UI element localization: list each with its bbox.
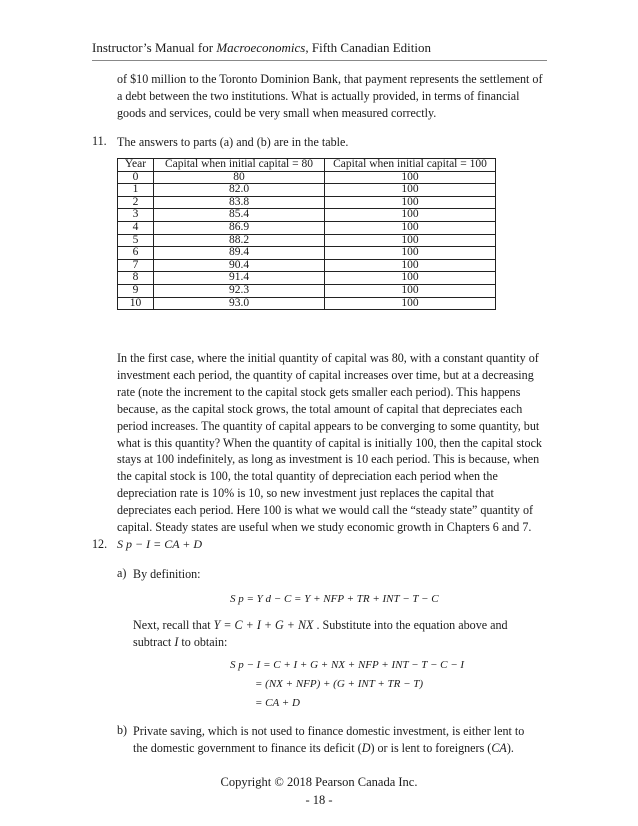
q11-number: 11.: [92, 134, 107, 148]
cell-year: 3: [118, 209, 154, 222]
table-row: [118, 297, 496, 310]
cell-year: 1: [118, 184, 154, 197]
page-number: - 18 -: [305, 793, 333, 807]
cell-capital-80: 90.4: [154, 259, 325, 272]
cell-year: 7: [118, 259, 154, 272]
expenditure-identity: Y = C + I + G + NX: [213, 618, 314, 632]
cell-year: 0: [118, 171, 154, 184]
cell-year: 8: [118, 272, 154, 285]
q11-explanation: In the first case, where the initial quantity of capital was 80, with a constant quantity of investment each period, the quantity of capital increases over time, but at a decreasing rate (note the increment to the capital stock gets smaller each period). This happens because, as the capital stock grows, the total amount of capital that depreciates each period increases. The quantity of capital appears to be converging to some quantity, but what is this quantity? When the quantity of capital is initially 100, then the capital stock stays at 100 indefinitely, as long as investment is 10 each period. This is because, when the capital stock is 100, the total quantity of depreciation each period when the depreciation rate is 10% is 10, so new investment just replaces the capital that depreciates each period. Here 100 is what we would call the “steady state” quantity of capital. Steady states are useful when we study economic growth in Chapters 6 and 7.: [117, 351, 542, 535]
part-b-line2a: the domestic government to finance its deficit (: [133, 741, 362, 756]
cell-year: 4: [118, 221, 154, 234]
header-prefix: Instructor’s Manual for: [92, 40, 217, 55]
part-b-text: [133, 723, 553, 757]
cell-capital-100: 100: [325, 209, 496, 222]
table-header-row: [118, 159, 496, 172]
part-b-line1: Private saving, which is not used to finance domestic investment, is either lent to: [133, 724, 525, 738]
part-b-label: b): [117, 723, 128, 737]
cell-capital-100: 100: [325, 221, 496, 234]
table-row: [118, 234, 496, 247]
cell-capital-100: 100: [325, 234, 496, 247]
table-row: [118, 196, 496, 209]
cell-capital-100: 100: [325, 171, 496, 184]
recall-post: . Substitute into the equation above and: [316, 618, 508, 632]
subtract-post: to obtain:: [181, 635, 228, 650]
cell-year: 2: [118, 196, 154, 209]
cell-capital-80: 89.4: [154, 247, 325, 260]
header-year: Year: [118, 159, 154, 172]
intro-paragraph: of $10 million to the Toronto Dominion Bank, that payment represents the settlement of a debt between the two institutions. What is actually provided, in terms of financial goods and services, could be very small when measured correctly.: [117, 72, 543, 121]
cell-capital-100: 100: [325, 247, 496, 260]
header-capital-100: Capital when initial capital = 100: [325, 159, 496, 172]
part-b-line2b: ) or is lent to foreigners (: [370, 741, 492, 756]
part-a-label: a): [117, 566, 127, 580]
subtract-pre: subtract: [133, 635, 172, 650]
deficit-var: D: [361, 741, 371, 756]
cell-capital-100: 100: [325, 184, 496, 197]
table-row: [118, 247, 496, 260]
current-account-var: CA: [491, 741, 507, 756]
running-header: [92, 40, 547, 61]
cell-capital-80: 91.4: [154, 272, 325, 285]
table-row: [118, 184, 496, 197]
equation-substitution: S p − I = C + I + G + NX + NFP + INT − T − C − I: [230, 659, 465, 671]
copyright-notice: Copyright © 2018 Pearson Canada Inc.: [220, 775, 418, 789]
cell-capital-80: 80: [154, 171, 325, 184]
table-row: [118, 272, 496, 285]
header-suffix: , Fifth Canadian Edition: [305, 40, 432, 55]
q11-text: The answers to parts (a) and (b) are in the table.: [117, 135, 349, 149]
cell-capital-100: 100: [325, 297, 496, 310]
cell-capital-80: 82.0: [154, 184, 325, 197]
part-b-line2c: ).: [506, 741, 514, 756]
table-row: [118, 221, 496, 234]
cell-year: 9: [118, 284, 154, 297]
cell-year: 6: [118, 247, 154, 260]
cell-capital-80: 92.3: [154, 284, 325, 297]
part-a-recall: [133, 617, 553, 651]
q12-equation: S p − I = CA + D: [117, 537, 203, 551]
cell-capital-80: 83.8: [154, 196, 325, 209]
table-row: [118, 209, 496, 222]
cell-capital-100: 100: [325, 284, 496, 297]
cell-capital-80: 93.0: [154, 297, 325, 310]
cell-capital-100: 100: [325, 272, 496, 285]
cell-year: 10: [118, 297, 154, 310]
q12-number: 12.: [92, 537, 108, 551]
equation-regrouped: = (NX + NFP) + (G + INT + TR − T): [255, 678, 424, 690]
book-title: Macroeconomics: [216, 40, 306, 55]
table-row: [118, 259, 496, 272]
capital-table: [117, 158, 496, 310]
subtract-var: I: [174, 635, 179, 650]
cell-year: 5: [118, 234, 154, 247]
cell-capital-100: 100: [325, 196, 496, 209]
equation-result: = CA + D: [255, 697, 300, 709]
cell-capital-100: 100: [325, 259, 496, 272]
table-row: [118, 284, 496, 297]
recall-pre: Next, recall that: [133, 618, 211, 632]
cell-capital-80: 85.4: [154, 209, 325, 222]
header-capital-80: Capital when initial capital = 80: [154, 159, 325, 172]
part-a-text: By definition:: [133, 567, 201, 581]
cell-capital-80: 86.9: [154, 221, 325, 234]
table-row: [118, 171, 496, 184]
equation-saving-definition: S p = Y d − C = Y + NFP + TR + INT − T − C: [230, 593, 439, 605]
cell-capital-80: 88.2: [154, 234, 325, 247]
